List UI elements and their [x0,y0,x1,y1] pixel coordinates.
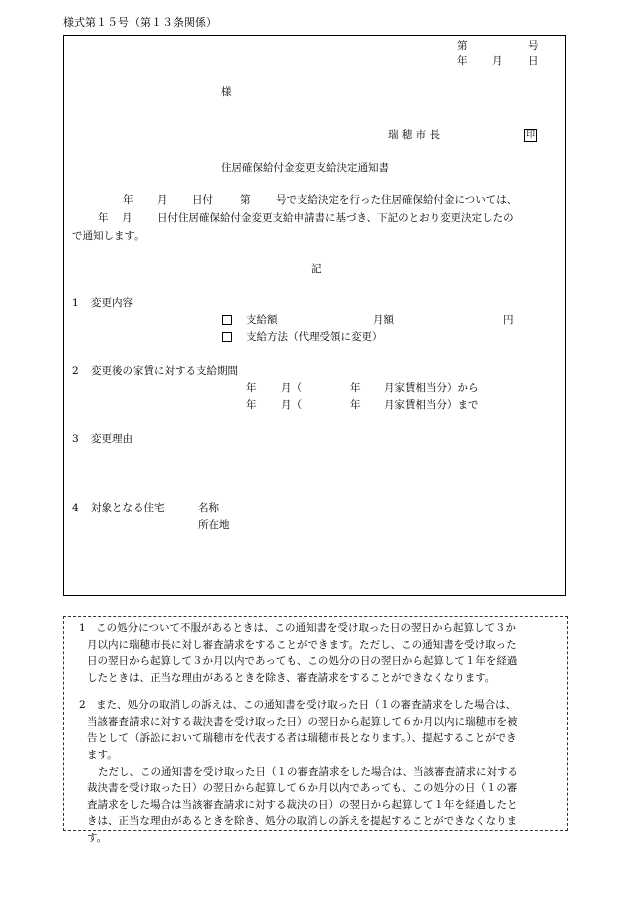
body-line1-year: 年 [123,194,134,206]
note2-line: 2 また、処分の取消しの訴えは、この通知書を受け取った日（１の審査請求をした場合は、 [79,699,517,711]
note2-line: 査請求をした場合は当該審査請求に対する裁決の日）の翌日から起算して１年を経過したと [87,799,518,811]
option-amount-yen: 円 [503,314,514,326]
note2-line: 告として（訴訟において瑞穂市を代表する者は瑞穂市長となります。）、提起することができ [87,732,517,744]
note2-line: ただし、この通知書を受け取った日（１の審査請求をした場合は、当該審査請求に対する [98,766,518,778]
date-day: 日 [528,55,539,67]
period-from-year2: 年 [350,382,361,394]
note2-line: 裁決書を受け取った日）の翌日から起算して６か月以内であっても、この処分の日（１の審 [87,782,518,794]
number-label: 第 [457,40,468,52]
housing-name-label: 名称 [198,502,219,514]
section4-title: 対象となる住宅 [91,502,165,514]
section1-number: 1 [72,297,79,309]
checkbox-icon [222,315,232,325]
section2-title: 変更後の家賃に対する支給期間 [91,365,238,377]
option-amount-label: 支給額 [246,314,278,326]
body-line1-no: 第 [240,194,251,206]
checkbox-method[interactable] [222,332,232,344]
period-from-year: 年 [246,382,257,394]
period-to-rest: 月家賃相当分）まで [384,399,479,411]
body-line3: で通知します。 [72,230,145,242]
checkbox-amount[interactable] [222,315,232,327]
form-label: 様式第１５号（第１３条関係） [63,16,217,29]
option-method-label: 支給方法（代理受領に変更） [246,331,383,343]
section2-number: 2 [72,365,79,377]
note1-line: 日の翌日から起算して３か月以内であっても、この処分の日の翌日から起算して１年を経過 [87,655,518,667]
period-to-month: 月（ [281,399,302,411]
checkbox-icon [222,332,232,342]
body-line2-rest: 日付住居確保給付金変更支給申請書に基づき、下記のとおり変更決定したの [157,212,514,224]
option-amount-monthly: 月額 [373,314,394,326]
note2-line: す。 [87,832,108,844]
note1-line: 1 この処分について不服があるときは、この通知書を受け取った日の翌日から起算して３か [79,622,516,634]
addressee-suffix: 様 [221,86,232,98]
body-line1-month: 月 [157,194,168,206]
date-year: 年 [457,55,468,67]
seal-mark [524,129,537,142]
body-line1-dayref: 日付 [192,194,213,206]
seal-icon: 印 [525,130,535,140]
document-title: 住居確保給付金変更支給決定通知書 [221,162,389,174]
ki-label: 記 [311,263,322,275]
housing-location-label: 所在地 [198,519,230,531]
note2-line: きは、正当な理由があるときを除き、処分の取消しの訴えを提起することができなくなりま [87,815,518,827]
number-suffix: 号 [528,40,539,52]
period-from-month: 月（ [281,382,302,394]
section3-title: 変更理由 [91,433,133,445]
date-month: 月 [492,55,503,67]
note1-line: したときは、正当な理由があるときを除き、審査請求をすることができなくなります。 [87,672,496,684]
section3-number: 3 [72,433,79,445]
body-line1-rest: 号で支給決定を行った住居確保給付金については、 [276,194,518,206]
period-to-year2: 年 [350,399,361,411]
note2-line: 当該審査請求に対する裁決書を受け取った日）の翌日から起算して６か月以内に瑞穂市を被 [87,716,518,728]
period-from-rest: 月家賃相当分）から [384,382,479,394]
body-line2-year: 年 [98,212,109,224]
body-line2-month: 月 [122,212,133,224]
period-to-year: 年 [246,399,257,411]
note1-line: 月以内に瑞穂市長に対し審査請求をすることができます。ただし、この通知書を受け取った [87,639,517,651]
issuer: 瑞 穂 市 長 [388,129,441,141]
section1-title: 変更内容 [91,297,133,309]
section4-number: 4 [72,502,79,514]
note2-line: ます。 [87,749,118,761]
